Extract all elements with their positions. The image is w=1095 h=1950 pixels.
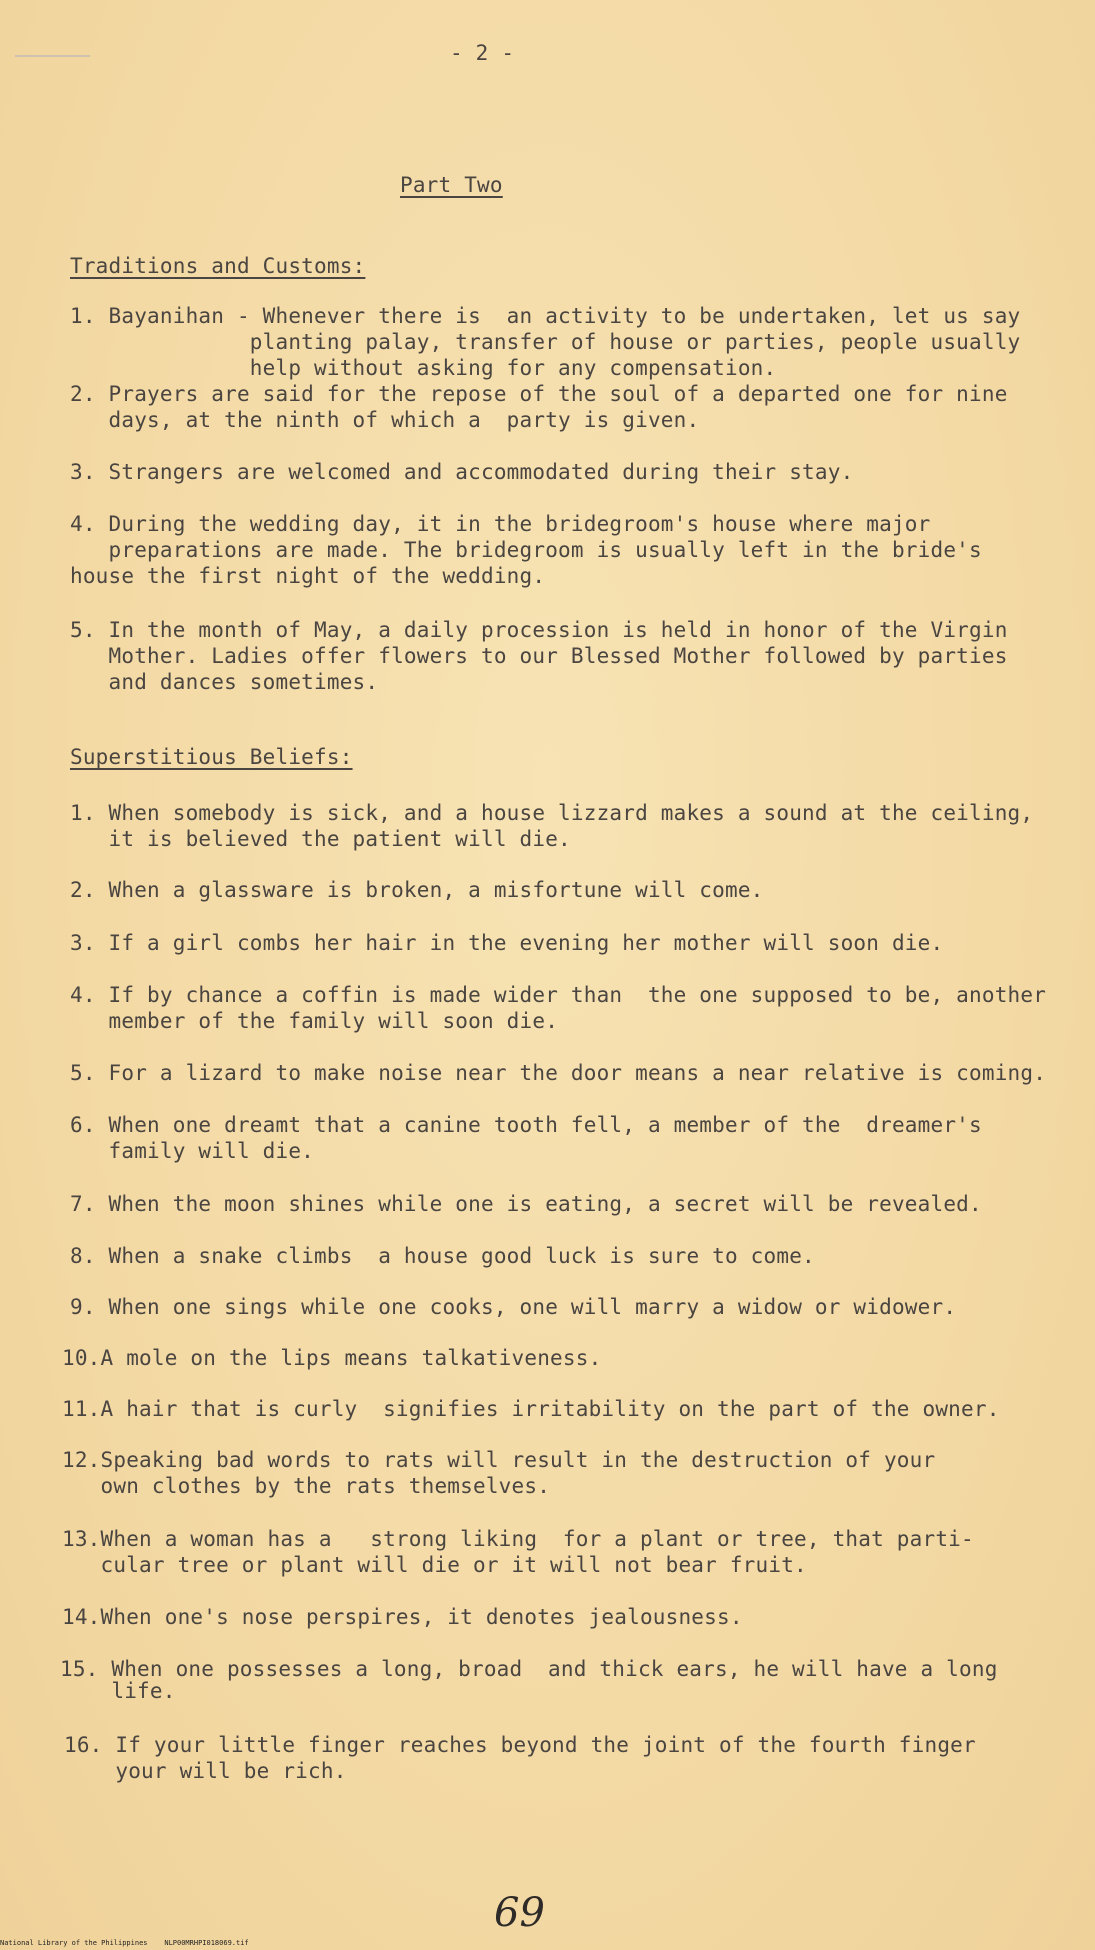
belief-item-7-line-1: 7. When the moon shines while one is eating, a secret will be revealed. (70, 1192, 982, 1216)
tradition-item-4-line-3: house the first night of the wedding. (70, 564, 546, 588)
tradition-item-4-line-1: 4. During the wedding day, it in the bridegroom's house where major (70, 512, 931, 536)
belief-item-11-line-1: 11.A hair that is curly signifies irritability on the part of the owner. (62, 1397, 1000, 1421)
tradition-item-3-line-1: 3. Strangers are welcomed and accommodated during their stay. (70, 460, 854, 484)
tradition-item-5-line-1: 5. In the month of May, a daily procession is held in honor of the Virgin (70, 618, 1008, 642)
belief-item-4-line-1: 4. If by chance a coffin is made wider than the one supposed to be, another (70, 983, 1047, 1007)
belief-item-12-line-2: own clothes by the rats themselves. (62, 1474, 551, 1498)
belief-item-15-line-2: life. (60, 1679, 176, 1703)
belief-item-2-line-1: 2. When a glassware is broken, a misfortune will come. (70, 878, 764, 902)
belief-item-6-line-2: family will die. (70, 1139, 315, 1163)
part-title: Part Two (400, 173, 503, 197)
belief-item-4-line-2: member of the family will soon die. (70, 1009, 559, 1033)
traditions-heading: Traditions and Customs: (70, 254, 366, 278)
corner-smudge (15, 55, 90, 57)
belief-item-1-line-2: it is believed the patient will die. (70, 827, 571, 851)
tradition-item-4-line-2: preparations are made. The bridegroom is usually left in the bride's (70, 538, 982, 562)
belief-item-16-line-1: 16. If your little finger reaches beyond the joint of the fourth finger (64, 1733, 976, 1757)
page-number: - 2 - (450, 41, 515, 65)
tradition-item-5-line-3: and dances sometimes. (70, 670, 379, 694)
tradition-item-2-line-2: days, at the ninth of which a party is given. (70, 408, 700, 432)
handwritten-page-number: 69 (494, 1890, 545, 1936)
belief-item-9-line-1: 9. When one sings while one cooks, one will marry a widow or widower. (70, 1295, 957, 1319)
belief-item-10-line-1: 10.A mole on the lips means talkativeness. (62, 1346, 602, 1370)
tradition-item-5-line-2: Mother. Ladies offer flowers to our Blessed Mother followed by parties (70, 644, 1008, 668)
belief-item-8-line-1: 8. When a snake climbs a house good luck is sure to come. (70, 1244, 815, 1268)
belief-item-13-line-2: cular tree or plant will die or it will not bear fruit. (62, 1553, 807, 1577)
belief-item-12-line-1: 12.Speaking bad words to rats will result in the destruction of your (62, 1448, 936, 1472)
footer-credit: National Library of the Philippines NLP00MRHPI018069.tif (0, 1939, 249, 1947)
beliefs-heading: Superstitious Beliefs: (70, 745, 353, 769)
belief-item-3-line-1: 3. If a girl combs her hair in the evening her mother will soon die. (70, 931, 944, 955)
belief-item-14-line-1: 14.When one's nose perspires, it denotes jealousness. (62, 1605, 743, 1629)
tradition-item-1-line-1: 1. Bayanihan - Whenever there is an activity to be undertaken, let us say (70, 304, 1021, 328)
belief-item-6-line-1: 6. When one dreamt that a canine tooth fell, a member of the dreamer's (70, 1113, 982, 1137)
belief-item-13-line-1: 13.When a woman has a strong liking for a plant or tree, that parti- (62, 1527, 974, 1551)
belief-item-5-line-1: 5. For a lizard to make noise near the door means a near relative is coming. (70, 1061, 1047, 1085)
tradition-item-2-line-1: 2. Prayers are said for the repose of the soul of a departed one for nine (70, 382, 1008, 406)
tradition-item-1-line-2: planting palay, transfer of house or parties, people usually (70, 330, 1021, 354)
tradition-item-1-line-3: help without asking for any compensation. (70, 356, 777, 380)
belief-item-15-line-1: 15. When one possesses a long, broad and thick ears, he will have a long (60, 1657, 998, 1681)
belief-item-1-line-1: 1. When somebody is sick, and a house lizzard makes a sound at the ceiling, (70, 801, 1034, 825)
belief-item-16-line-2: your will be rich. (64, 1759, 347, 1783)
